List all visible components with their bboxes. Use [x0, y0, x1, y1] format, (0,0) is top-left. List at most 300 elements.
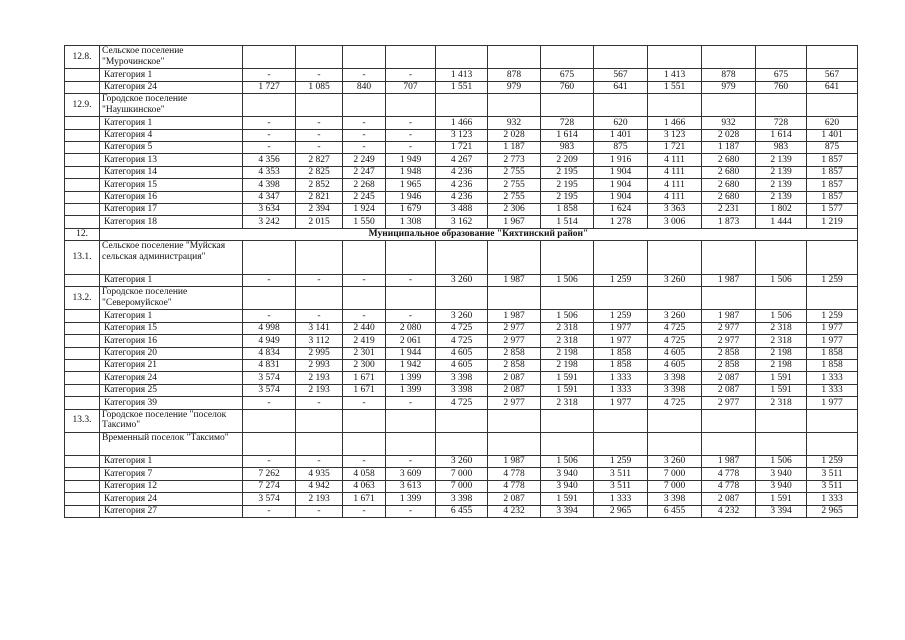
table-row: [65, 141, 858, 153]
value-cell: 2 139: [756, 179, 807, 191]
value-cell: 1 444: [756, 216, 807, 228]
value-cell: 2 318: [756, 322, 807, 334]
empty-cell: [65, 335, 100, 347]
value-cell: 2 680: [702, 179, 756, 191]
value-cell: 2 318: [541, 322, 594, 334]
category-label: Категория 17: [100, 203, 243, 215]
table-row: [65, 505, 858, 517]
empty-cell: [541, 241, 594, 275]
value-cell: 2 087: [488, 384, 541, 396]
value-cell: 4 935: [296, 468, 343, 480]
table-row: [65, 154, 858, 166]
empty-cell: [488, 241, 541, 275]
value-cell: 1 924: [343, 203, 386, 215]
section-title-row: [65, 228, 858, 240]
empty-cell: [243, 93, 296, 116]
empty-cell: [541, 46, 594, 69]
value-cell: 1 987: [702, 310, 756, 322]
value-cell: 7 000: [648, 480, 702, 492]
value-cell: 3 006: [648, 216, 702, 228]
settlement-name: Городское поселение "Наушкинское": [100, 93, 243, 116]
empty-cell: [243, 287, 296, 310]
empty-cell: [65, 322, 100, 334]
value-cell: 1 333: [807, 372, 858, 384]
empty-cell: [807, 287, 858, 310]
value-cell: 2 977: [702, 335, 756, 347]
value-cell: 3 511: [594, 480, 648, 492]
empty-cell: [65, 69, 100, 81]
value-cell: 1 987: [488, 455, 541, 467]
empty-cell: [65, 216, 100, 228]
category-label: Категория 7: [100, 468, 243, 480]
empty-cell: [65, 455, 100, 467]
value-cell: -: [386, 310, 436, 322]
value-cell: 3 141: [296, 322, 343, 334]
value-cell: 1 401: [807, 129, 858, 141]
value-cell: 2 440: [343, 322, 386, 334]
value-cell: 1 506: [756, 310, 807, 322]
value-cell: 878: [488, 69, 541, 81]
value-cell: 1 858: [594, 360, 648, 372]
value-cell: 1 858: [807, 360, 858, 372]
value-cell: 2 061: [386, 335, 436, 347]
value-cell: -: [243, 117, 296, 129]
empty-cell: [65, 81, 100, 93]
empty-cell: [65, 191, 100, 203]
value-cell: 4 725: [436, 397, 488, 409]
category-label: Категория 13: [100, 154, 243, 166]
value-cell: -: [243, 397, 296, 409]
value-cell: 1 551: [436, 81, 488, 93]
value-cell: 2 858: [488, 360, 541, 372]
value-cell: 1 591: [541, 384, 594, 396]
value-cell: 1 506: [541, 274, 594, 286]
value-cell: 840: [343, 81, 386, 93]
value-cell: 3 260: [436, 274, 488, 286]
empty-cell: [386, 93, 436, 116]
value-cell: 1 085: [296, 81, 343, 93]
value-cell: 1 857: [807, 191, 858, 203]
value-cell: 2 419: [343, 335, 386, 347]
value-cell: 6 455: [436, 505, 488, 517]
empty-cell: [65, 179, 100, 191]
empty-cell: [756, 432, 807, 455]
value-cell: 1 333: [807, 493, 858, 505]
value-cell: 3 260: [436, 455, 488, 467]
table-row: [65, 360, 858, 372]
value-cell: 2 231: [702, 203, 756, 215]
empty-cell: [541, 287, 594, 310]
value-cell: 1 987: [702, 455, 756, 467]
value-cell: 3 123: [436, 129, 488, 141]
empty-cell: [343, 432, 386, 455]
value-cell: 4 347: [243, 191, 296, 203]
value-cell: 4 725: [436, 322, 488, 334]
value-cell: -: [243, 310, 296, 322]
value-cell: 1 987: [702, 274, 756, 286]
value-cell: 3 634: [243, 203, 296, 215]
value-cell: 2 080: [386, 322, 436, 334]
value-cell: 4 778: [702, 480, 756, 492]
value-cell: 1 187: [488, 141, 541, 153]
value-cell: 1 259: [807, 455, 858, 467]
empty-cell: [541, 432, 594, 455]
value-cell: 728: [541, 117, 594, 129]
value-cell: 1 977: [807, 322, 858, 334]
value-cell: 1 399: [386, 493, 436, 505]
empty-cell: [343, 46, 386, 69]
empty-cell: [702, 409, 756, 432]
value-cell: 2 858: [702, 360, 756, 372]
category-label: Категория 12: [100, 480, 243, 492]
empty-cell: [648, 241, 702, 275]
value-cell: 1 942: [386, 360, 436, 372]
value-cell: 932: [488, 117, 541, 129]
value-cell: 2 318: [756, 397, 807, 409]
value-cell: 1 591: [541, 493, 594, 505]
value-cell: 4 725: [436, 335, 488, 347]
value-cell: 2 193: [296, 372, 343, 384]
value-cell: 2 139: [756, 166, 807, 178]
value-cell: 875: [594, 141, 648, 153]
settlement-number: [65, 432, 100, 455]
settlement-name: Временный поселок "Таксимо": [100, 432, 243, 455]
value-cell: 4 778: [488, 480, 541, 492]
table-row: [65, 216, 858, 228]
empty-cell: [65, 203, 100, 215]
value-cell: 1 413: [648, 69, 702, 81]
empty-cell: [594, 93, 648, 116]
value-cell: 2 977: [488, 335, 541, 347]
value-cell: 2 087: [702, 493, 756, 505]
empty-cell: [65, 384, 100, 396]
value-cell: 2 198: [756, 360, 807, 372]
category-label: Категория 24: [100, 372, 243, 384]
value-cell: -: [386, 505, 436, 517]
empty-cell: [65, 372, 100, 384]
empty-cell: [594, 46, 648, 69]
value-cell: 3 398: [436, 384, 488, 396]
value-cell: 3 609: [386, 468, 436, 480]
value-cell: 2 249: [343, 154, 386, 166]
value-cell: 4 063: [343, 480, 386, 492]
value-cell: 2 977: [702, 322, 756, 334]
empty-cell: [343, 241, 386, 275]
value-cell: 4 778: [488, 468, 541, 480]
value-cell: 4 942: [296, 480, 343, 492]
value-cell: 3 940: [541, 480, 594, 492]
empty-cell: [386, 409, 436, 432]
settlement-header-row: [65, 46, 858, 69]
empty-cell: [702, 46, 756, 69]
value-cell: 2 318: [756, 335, 807, 347]
value-cell: 1 857: [807, 154, 858, 166]
value-cell: 1 333: [594, 384, 648, 396]
empty-cell: [807, 241, 858, 275]
empty-cell: [65, 397, 100, 409]
value-cell: -: [296, 274, 343, 286]
value-cell: 1 977: [807, 335, 858, 347]
settlement-name: Городское поселение "Северомуйское": [100, 287, 243, 310]
value-cell: 2 087: [488, 493, 541, 505]
value-cell: 1 858: [807, 347, 858, 359]
value-cell: -: [296, 397, 343, 409]
empty-cell: [648, 287, 702, 310]
value-cell: 1 987: [488, 310, 541, 322]
empty-cell: [594, 241, 648, 275]
value-cell: 2 198: [541, 347, 594, 359]
value-cell: 4 725: [648, 335, 702, 347]
value-cell: 620: [807, 117, 858, 129]
value-cell: 3 260: [648, 455, 702, 467]
category-label: Категория 1: [100, 274, 243, 286]
table-row: [65, 347, 858, 359]
category-label: Категория 15: [100, 179, 243, 191]
empty-cell: [65, 166, 100, 178]
value-cell: 1 591: [541, 372, 594, 384]
value-cell: 2 827: [296, 154, 343, 166]
value-cell: 1 858: [594, 347, 648, 359]
value-cell: 7 000: [648, 468, 702, 480]
empty-cell: [243, 432, 296, 455]
empty-cell: [702, 241, 756, 275]
empty-cell: [65, 505, 100, 517]
value-cell: 2 193: [296, 384, 343, 396]
tariff-table-body: [65, 46, 858, 518]
empty-cell: [488, 93, 541, 116]
value-cell: 1 550: [343, 216, 386, 228]
empty-cell: [488, 46, 541, 69]
value-cell: 4 232: [702, 505, 756, 517]
empty-cell: [386, 432, 436, 455]
value-cell: 4 356: [243, 154, 296, 166]
empty-cell: [436, 287, 488, 310]
empty-cell: [436, 241, 488, 275]
value-cell: 4 998: [243, 322, 296, 334]
value-cell: 1 401: [594, 129, 648, 141]
empty-cell: [386, 46, 436, 69]
value-cell: 1 671: [343, 384, 386, 396]
empty-cell: [65, 310, 100, 322]
value-cell: 760: [756, 81, 807, 93]
value-cell: 4 111: [648, 179, 702, 191]
value-cell: -: [243, 274, 296, 286]
value-cell: 675: [756, 69, 807, 81]
value-cell: 2 965: [594, 505, 648, 517]
value-cell: 1 506: [756, 455, 807, 467]
empty-cell: [296, 432, 343, 455]
value-cell: 1 278: [594, 216, 648, 228]
value-cell: 3 398: [648, 384, 702, 396]
value-cell: 3 574: [243, 384, 296, 396]
value-cell: -: [243, 505, 296, 517]
empty-cell: [594, 432, 648, 455]
value-cell: 4 605: [436, 347, 488, 359]
category-label: Категория 16: [100, 191, 243, 203]
empty-cell: [756, 287, 807, 310]
value-cell: 4 605: [648, 347, 702, 359]
value-cell: 4 232: [488, 505, 541, 517]
table-row: [65, 203, 858, 215]
value-cell: -: [343, 141, 386, 153]
value-cell: 1 591: [756, 493, 807, 505]
value-cell: 2 195: [541, 179, 594, 191]
value-cell: 2 245: [343, 191, 386, 203]
value-cell: -: [343, 69, 386, 81]
value-cell: 2 755: [488, 166, 541, 178]
empty-cell: [648, 93, 702, 116]
value-cell: 1 977: [594, 335, 648, 347]
value-cell: 2 198: [541, 360, 594, 372]
value-cell: 1 916: [594, 154, 648, 166]
value-cell: 1 259: [807, 310, 858, 322]
value-cell: 1 308: [386, 216, 436, 228]
empty-cell: [648, 46, 702, 69]
value-cell: 4 111: [648, 166, 702, 178]
value-cell: 3 398: [648, 372, 702, 384]
value-cell: 1 551: [648, 81, 702, 93]
value-cell: 4 058: [343, 468, 386, 480]
value-cell: 3 940: [756, 468, 807, 480]
category-label: Категория 1: [100, 69, 243, 81]
value-cell: 1 506: [756, 274, 807, 286]
value-cell: 1 259: [594, 274, 648, 286]
value-cell: -: [386, 274, 436, 286]
value-cell: -: [386, 117, 436, 129]
category-label: Категория 5: [100, 141, 243, 153]
category-label: Категория 27: [100, 505, 243, 517]
value-cell: 1 721: [648, 141, 702, 153]
value-cell: -: [243, 69, 296, 81]
value-cell: 4 111: [648, 154, 702, 166]
value-cell: 2 755: [488, 191, 541, 203]
empty-cell: [296, 287, 343, 310]
settlement-header-row: [65, 287, 858, 310]
value-cell: 1 721: [436, 141, 488, 153]
empty-cell: [702, 93, 756, 116]
category-label: Категория 1: [100, 310, 243, 322]
value-cell: -: [343, 129, 386, 141]
empty-cell: [807, 93, 858, 116]
value-cell: 2 995: [296, 347, 343, 359]
section-title: Муниципальное образование "Кяхтинский район": [100, 228, 858, 240]
value-cell: 1 679: [386, 203, 436, 215]
empty-cell: [807, 46, 858, 69]
settlement-header-row: [65, 241, 858, 275]
value-cell: 1 333: [594, 372, 648, 384]
value-cell: 2 301: [343, 347, 386, 359]
section-number: 12.: [65, 228, 100, 240]
value-cell: -: [243, 455, 296, 467]
settlement-name: Сельское поселение "Муйская сельская администрация": [100, 241, 243, 275]
value-cell: 1 944: [386, 347, 436, 359]
value-cell: 7 000: [436, 468, 488, 480]
value-cell: 1 591: [756, 384, 807, 396]
empty-cell: [756, 409, 807, 432]
empty-cell: [488, 287, 541, 310]
value-cell: 3 398: [648, 493, 702, 505]
empty-cell: [65, 347, 100, 359]
value-cell: 4 834: [243, 347, 296, 359]
value-cell: 3 398: [436, 372, 488, 384]
value-cell: 707: [386, 81, 436, 93]
value-cell: 2 300: [343, 360, 386, 372]
value-cell: 3 511: [807, 468, 858, 480]
value-cell: 2 755: [488, 179, 541, 191]
value-cell: 3 363: [648, 203, 702, 215]
value-cell: 4 398: [243, 179, 296, 191]
value-cell: 4 605: [648, 360, 702, 372]
empty-cell: [65, 129, 100, 141]
value-cell: 1 259: [594, 310, 648, 322]
category-label: Категория 20: [100, 347, 243, 359]
empty-cell: [296, 46, 343, 69]
value-cell: 7 262: [243, 468, 296, 480]
empty-cell: [296, 93, 343, 116]
table-row: [65, 166, 858, 178]
empty-cell: [488, 432, 541, 455]
empty-cell: [243, 241, 296, 275]
empty-cell: [386, 241, 436, 275]
value-cell: 1 614: [541, 129, 594, 141]
value-cell: 2 015: [296, 216, 343, 228]
empty-cell: [243, 409, 296, 432]
table-row: [65, 191, 858, 203]
value-cell: 3 123: [648, 129, 702, 141]
value-cell: 1 671: [343, 493, 386, 505]
empty-cell: [65, 493, 100, 505]
value-cell: 1 946: [386, 191, 436, 203]
value-cell: 1 187: [702, 141, 756, 153]
value-cell: 1 965: [386, 179, 436, 191]
empty-cell: [65, 154, 100, 166]
value-cell: 1 904: [594, 166, 648, 178]
empty-cell: [436, 409, 488, 432]
value-cell: 2 680: [702, 191, 756, 203]
category-label: Категория 24: [100, 81, 243, 93]
settlement-name: Сельское поселение "Мурочинское": [100, 46, 243, 69]
value-cell: 4 267: [436, 154, 488, 166]
settlement-header-row: [65, 409, 858, 432]
value-cell: 3 613: [386, 480, 436, 492]
value-cell: -: [296, 117, 343, 129]
empty-cell: [756, 93, 807, 116]
category-label: Категория 16: [100, 335, 243, 347]
value-cell: 3 260: [648, 310, 702, 322]
value-cell: 4 111: [648, 191, 702, 203]
value-cell: -: [296, 129, 343, 141]
value-cell: 3 394: [756, 505, 807, 517]
value-cell: 2 087: [702, 384, 756, 396]
value-cell: 4 778: [702, 468, 756, 480]
value-cell: 4 831: [243, 360, 296, 372]
value-cell: 2 680: [702, 154, 756, 166]
category-label: Категория 21: [100, 360, 243, 372]
value-cell: 2 028: [488, 129, 541, 141]
empty-cell: [807, 409, 858, 432]
value-cell: 875: [807, 141, 858, 153]
value-cell: -: [243, 129, 296, 141]
value-cell: 3 574: [243, 372, 296, 384]
table-row: [65, 493, 858, 505]
settlement-name: Городское поселение "поселок Таксимо": [100, 409, 243, 432]
value-cell: 1 948: [386, 166, 436, 178]
value-cell: 2 858: [488, 347, 541, 359]
value-cell: 1 977: [807, 397, 858, 409]
value-cell: 2 139: [756, 154, 807, 166]
empty-cell: [65, 480, 100, 492]
empty-cell: [65, 141, 100, 153]
